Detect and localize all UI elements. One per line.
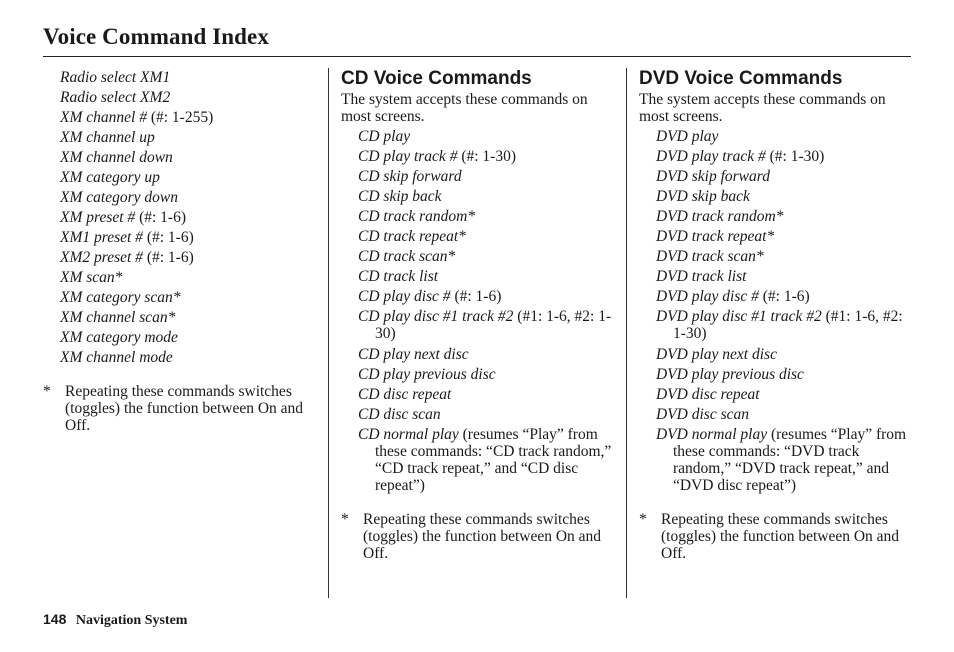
command-phrase: CD skip forward bbox=[358, 168, 462, 185]
voice-command-item bbox=[341, 308, 616, 342]
command-phrase: CD track list bbox=[358, 268, 439, 285]
voice-command-item bbox=[43, 68, 315, 88]
voice-command-item bbox=[341, 365, 616, 385]
command-phrase: XM category scan* bbox=[60, 289, 181, 306]
command-phrase: CD disc scan bbox=[358, 406, 441, 423]
voice-command-item bbox=[43, 108, 315, 128]
command-phrase: XM category up bbox=[60, 169, 160, 186]
command-phrase: DVD disc repeat bbox=[656, 386, 760, 403]
command-phrase: XM channel # bbox=[60, 109, 147, 126]
voice-command-item bbox=[43, 268, 315, 288]
command-phrase: DVD play disc # bbox=[656, 288, 759, 305]
command-range-note: (#: 1-6) bbox=[142, 249, 194, 266]
command-phrase: CD track random* bbox=[358, 208, 476, 225]
voice-command-item bbox=[341, 167, 616, 187]
dvd-commands-column bbox=[639, 68, 914, 562]
cd-intro: The system accepts these commands on most screens. bbox=[341, 91, 588, 125]
command-range-note: (#: 1-30) bbox=[765, 148, 825, 165]
voice-command-item bbox=[639, 287, 914, 307]
command-range-note: (resumes “Play” from these commands: “DVD track random,” “DVD track repeat,” and “DVD disc repeat”) bbox=[673, 426, 907, 494]
voice-command-item bbox=[639, 147, 914, 167]
page-title: Voice Command Index bbox=[43, 24, 269, 49]
command-phrase: XM1 preset # bbox=[60, 229, 143, 246]
dvd-intro: The system accepts these commands on most screens. bbox=[639, 91, 886, 125]
voice-command-item bbox=[341, 247, 616, 267]
footnote-text: Repeating these commands switches (toggles) the function between On and Off. bbox=[363, 511, 602, 562]
voice-command-item bbox=[341, 127, 616, 147]
command-phrase: CD skip back bbox=[358, 188, 442, 205]
cd-heading: CD Voice Commands bbox=[341, 68, 532, 89]
voice-command-item bbox=[43, 148, 315, 168]
command-phrase: DVD play bbox=[656, 128, 719, 145]
command-range-note: (#1: 1-6, #2: 1-30) bbox=[375, 308, 612, 342]
command-phrase: DVD track repeat* bbox=[656, 228, 775, 245]
command-phrase: CD play previous disc bbox=[358, 366, 496, 383]
command-range-note: (#: 1-6) bbox=[758, 288, 810, 305]
command-phrase: XM category down bbox=[60, 189, 178, 206]
command-phrase: XM preset # bbox=[60, 209, 136, 226]
dvd-heading: DVD Voice Commands bbox=[639, 68, 843, 89]
voice-command-item bbox=[639, 247, 914, 267]
command-range-note: (#: 1-6) bbox=[142, 229, 194, 246]
command-phrase: XM channel scan* bbox=[60, 309, 176, 326]
command-phrase: CD track repeat* bbox=[358, 228, 466, 245]
voice-command-item bbox=[43, 128, 315, 148]
voice-command-item bbox=[43, 248, 315, 268]
voice-command-item bbox=[43, 228, 315, 248]
command-range-note: (#1: 1-6, #2: 1-30) bbox=[673, 308, 903, 342]
column-divider bbox=[328, 68, 329, 598]
voice-command-item bbox=[341, 345, 616, 365]
column-divider bbox=[626, 68, 627, 598]
voice-command-item bbox=[341, 267, 616, 287]
title-rule bbox=[43, 56, 911, 57]
xm-command-list bbox=[43, 68, 315, 368]
cd-footnote bbox=[341, 511, 616, 562]
footnote-marker: * bbox=[639, 511, 647, 528]
dvd-command-list bbox=[639, 127, 914, 494]
command-phrase: DVD play next disc bbox=[656, 346, 777, 363]
page-number: 148 bbox=[43, 611, 67, 627]
command-phrase: CD play disc # bbox=[358, 288, 451, 305]
voice-command-item bbox=[639, 207, 914, 227]
voice-command-item bbox=[639, 187, 914, 207]
voice-command-item bbox=[341, 426, 616, 494]
voice-command-item bbox=[43, 208, 315, 228]
voice-command-item bbox=[639, 365, 914, 385]
dvd-footnote bbox=[639, 511, 914, 562]
cd-command-list bbox=[341, 127, 616, 494]
voice-command-item bbox=[639, 267, 914, 287]
voice-command-item bbox=[43, 88, 315, 108]
command-phrase: DVD skip forward bbox=[656, 168, 770, 185]
voice-command-item bbox=[43, 308, 315, 328]
voice-command-item bbox=[43, 348, 315, 368]
voice-command-item bbox=[639, 345, 914, 365]
footnote-marker: * bbox=[43, 383, 51, 400]
command-phrase: XM scan* bbox=[60, 269, 123, 286]
command-range-note: (#: 1-255) bbox=[146, 109, 214, 126]
voice-command-item bbox=[341, 385, 616, 405]
command-phrase: XM2 preset # bbox=[60, 249, 143, 266]
voice-command-item bbox=[341, 405, 616, 425]
command-phrase: DVD disc scan bbox=[656, 406, 749, 423]
voice-command-item bbox=[43, 328, 315, 348]
command-phrase: XM channel mode bbox=[60, 349, 173, 366]
voice-command-item bbox=[639, 385, 914, 405]
command-phrase: DVD play track # bbox=[656, 148, 766, 165]
command-phrase: DVD skip back bbox=[656, 188, 750, 205]
voice-command-item bbox=[639, 426, 914, 494]
voice-command-item bbox=[341, 147, 616, 167]
command-phrase: CD play disc #1 track #2 bbox=[358, 308, 514, 325]
command-range-note: (#: 1-6) bbox=[135, 209, 186, 226]
footnote-marker: * bbox=[341, 511, 349, 528]
command-phrase: XM category mode bbox=[60, 329, 178, 346]
footnote-text: Repeating these commands switches (toggles) the function between On and Off. bbox=[661, 511, 900, 562]
voice-command-item bbox=[341, 207, 616, 227]
command-phrase: XM channel down bbox=[60, 149, 173, 166]
command-phrase: CD normal play bbox=[358, 426, 459, 443]
command-phrase: CD play next disc bbox=[358, 346, 469, 363]
section-name: Navigation System bbox=[75, 613, 188, 628]
command-phrase: DVD play disc #1 track #2 bbox=[656, 308, 822, 325]
command-phrase: CD play track # bbox=[358, 148, 458, 165]
command-range-note: (#: 1-30) bbox=[457, 148, 516, 165]
command-phrase: DVD play previous disc bbox=[656, 366, 804, 383]
command-phrase: DVD track random* bbox=[656, 208, 784, 225]
command-phrase: DVD normal play bbox=[656, 426, 768, 443]
command-phrase: CD disc repeat bbox=[358, 386, 452, 403]
xm-footnote bbox=[43, 383, 315, 434]
command-phrase: CD play bbox=[358, 128, 411, 145]
command-phrase: Radio select XM2 bbox=[60, 89, 171, 106]
voice-command-item bbox=[43, 188, 315, 208]
voice-command-item bbox=[341, 287, 616, 307]
cd-commands-column bbox=[341, 68, 616, 562]
command-range-note: (#: 1-6) bbox=[450, 288, 502, 305]
footnote-text: Repeating these commands switches (toggles) the function between On and Off. bbox=[65, 383, 304, 434]
command-phrase: Radio select XM1 bbox=[60, 69, 171, 86]
voice-command-item bbox=[639, 167, 914, 187]
command-phrase: DVD track list bbox=[656, 268, 747, 285]
command-phrase: CD track scan* bbox=[358, 248, 456, 265]
voice-command-item bbox=[639, 127, 914, 147]
page-footer bbox=[43, 611, 187, 629]
command-phrase: XM channel up bbox=[60, 129, 155, 146]
voice-command-item bbox=[43, 288, 315, 308]
xm-commands-column bbox=[43, 68, 315, 434]
voice-command-item bbox=[639, 308, 914, 342]
command-range-note: (resumes “Play” from these commands: “CD track random,” “CD track repeat,” and “CD disc repeat”) bbox=[375, 426, 612, 494]
voice-command-item bbox=[341, 187, 616, 207]
voice-command-item bbox=[639, 227, 914, 247]
voice-command-item bbox=[43, 168, 315, 188]
voice-command-item bbox=[639, 405, 914, 425]
command-phrase: DVD track scan* bbox=[656, 248, 764, 265]
voice-command-item bbox=[341, 227, 616, 247]
